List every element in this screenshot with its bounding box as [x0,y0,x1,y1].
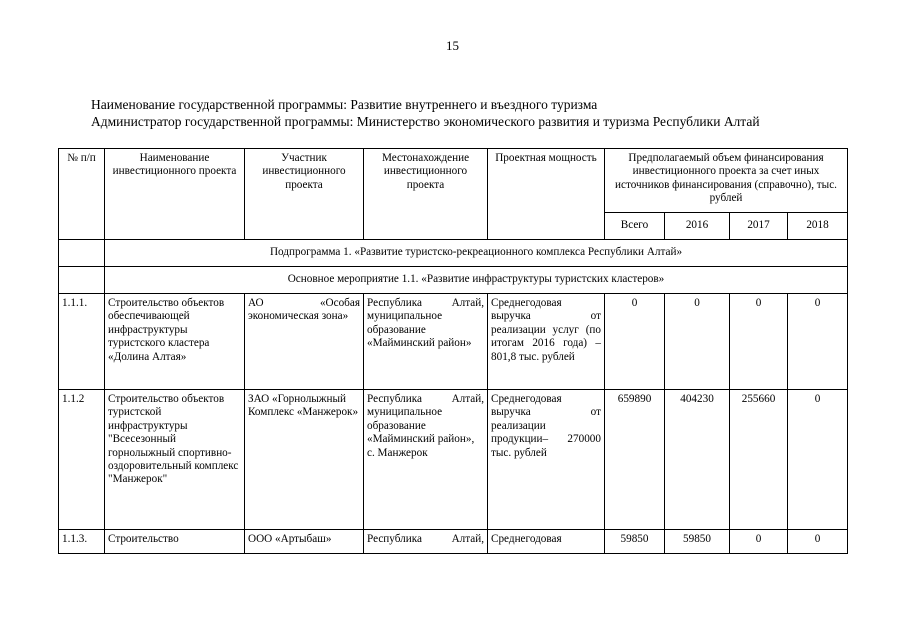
main-event-title: Основное мероприятие 1.1. «Развитие инфраструктуры туристских кластеров» [105,267,848,294]
page-number: 15 [446,38,459,53]
row-participant: ООО «Артыбаш» [245,530,364,554]
program-name-line: Наименование государственной программы: Развитие внутреннего и въездного туризма [91,97,598,112]
row-2016: 404230 [665,390,730,530]
row-total: 659890 [605,390,665,530]
row-participant: ЗАО «Горнолыжный Комплекс «Манжерок» [245,390,364,530]
subprogram-title: Подпрограмма 1. «Развитие туристско-рекреационного комплекса Республики Алтай» [105,240,848,267]
header-2016: 2016 [665,213,730,240]
row-2017: 0 [730,294,788,390]
row-2017: 0 [730,530,788,554]
investment-projects-table [58,148,848,554]
header-total: Всего [605,213,665,240]
row-total: 0 [605,294,665,390]
header-2017: 2017 [730,213,788,240]
row-location: Республика Алтай, муниципальное образование «Майминский район» [364,294,488,390]
program-administrator-line: Администратор государственной программы: Министерство экономического развития и туризма Республики Алтай [91,114,760,129]
row-participant: АО «Особая экономическая зона» [245,294,364,390]
table-row [59,530,848,554]
row-2016: 59850 [665,530,730,554]
header-capacity: Проектная мощность [488,149,605,240]
row-2016: 0 [665,294,730,390]
row-num: 1.1.3. [59,530,105,554]
subprogram-row [59,240,848,267]
header-financing: Предполагаемый объем финансирования инвестиционного проекта за счет иных источников финансирования (справочно), тыс. рублей [605,149,848,213]
table-header-row [59,149,848,213]
row-capacity: Среднегодовая выручка от реализации продукции– 270000 тыс. рублей [488,390,605,530]
row-2018: 0 [788,294,848,390]
row-capacity: Среднегодовая выручка от реализации услуг (по итогам 2016 года) – 801,8 тыс. рублей [488,294,605,390]
header-num: № п/п [59,149,105,240]
row-location: Республика Алтай, муниципальное образование «Майминский район», с. Манжерок [364,390,488,530]
row-2018: 0 [788,530,848,554]
header-project-name: Наименование инвестиционного проекта [105,149,245,240]
row-project-name: Строительство [105,530,245,554]
header-location: Местонахождение инвестиционного проекта [364,149,488,240]
row-2018: 0 [788,390,848,530]
table-row [59,390,848,530]
row-num: 1.1.1. [59,294,105,390]
row-2017: 255660 [730,390,788,530]
row-location: Республика Алтай, [364,530,488,554]
row-project-name: Строительство объектов туристской инфраструктуры "Всесезонный горнолыжный спортивно-оздоровительный комплекс "Манжерок" [105,390,245,530]
row-total: 59850 [605,530,665,554]
header-2018: 2018 [788,213,848,240]
row-project-name: Строительство объектов обеспечивающей инфраструктуры туристского кластера «Долина Алтая» [105,294,245,390]
header-participant: Участник инвестиционного проекта [245,149,364,240]
main-event-row [59,267,848,294]
row-num: 1.1.2 [59,390,105,530]
document-header [91,96,760,130]
row-capacity: Среднегодовая [488,530,605,554]
table-row [59,294,848,390]
